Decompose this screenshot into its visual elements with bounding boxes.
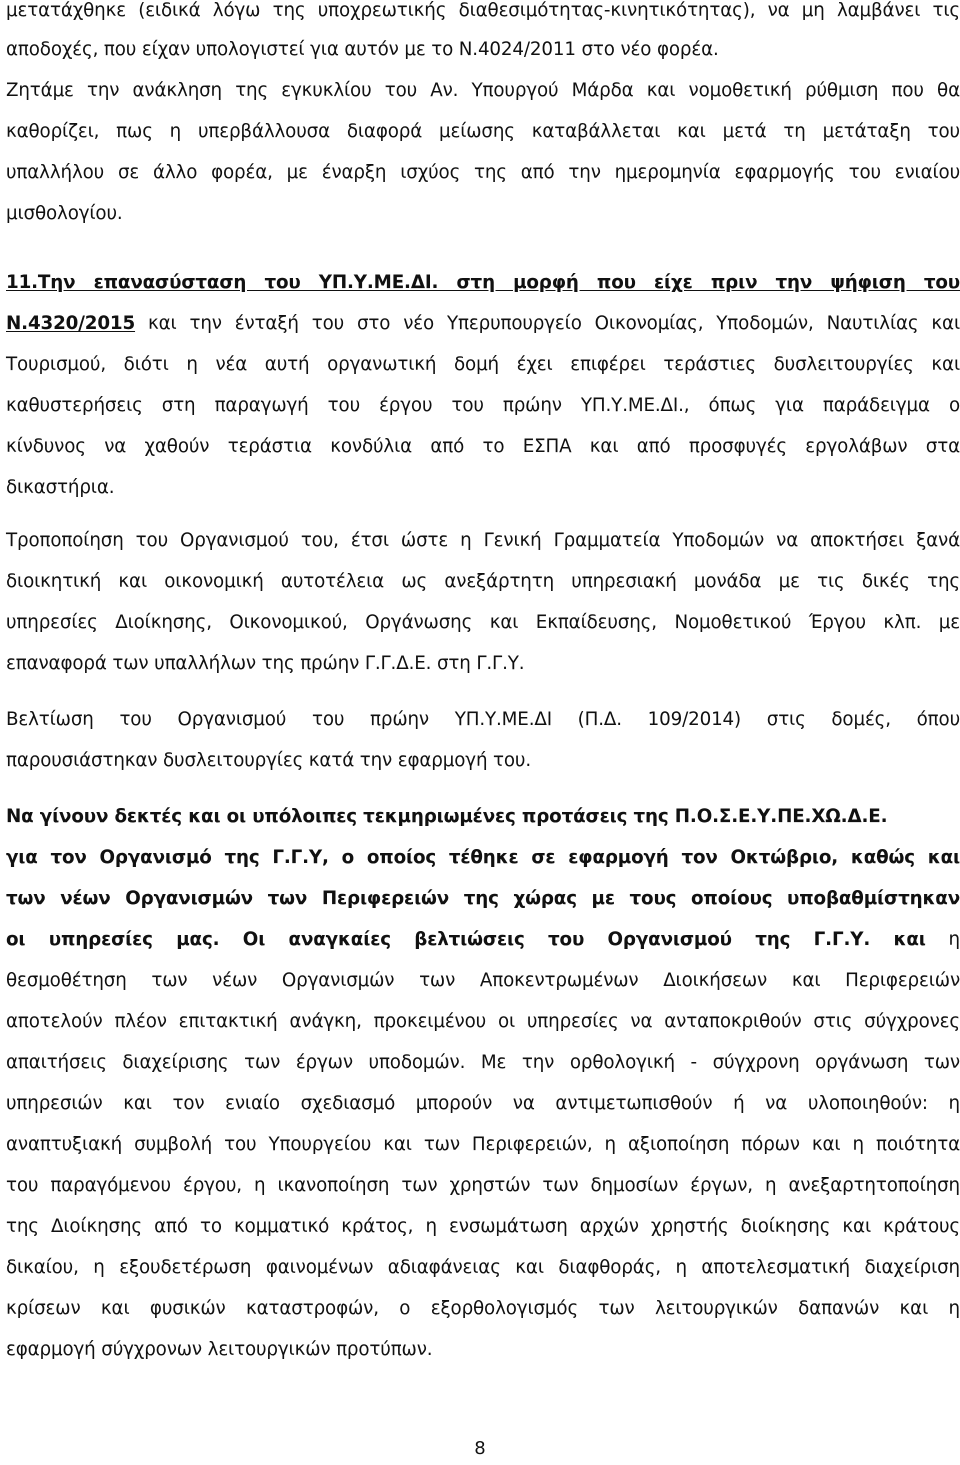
item-11-line-6: δικαστήρια.: [6, 477, 115, 498]
paragraph-5-line-12: δικαίου, η εξουδετέρωση φαινομένων αδιαφάνειας και διαφθοράς, η αποτελεσματική διαχείριση: [6, 1257, 960, 1278]
paragraph-5-line-8: υπηρεσιών και τον ενιαίο σχεδιασμό μπορούν να αντιμετωπισθούν ή να υλοποιηθούν: η: [6, 1093, 960, 1114]
paragraph-5-line-10: του παραγόμενου έργου, η ικανοποίηση των χρηστών των δημοσίων έργων, η ανεξαρτητοποίηση: [6, 1175, 960, 1196]
paragraph-5-line-4: [6, 928, 960, 952]
item-11-line-2: [6, 312, 960, 336]
paragraph-1-line-5: υπαλλήλου σε άλλο φορέα, με έναρξη ισχύος της από την ημερομηνία εφαρμογής του ενιαίου: [6, 162, 960, 183]
paragraph-5-line-13: κρίσεων και φυσικών καταστροφών, ο εξορθολογισμός των λειτουργικών δαπανών και η: [6, 1298, 960, 1319]
paragraph-5-line-4-text: η: [925, 929, 960, 950]
paragraph-5-line-1: Να γίνουν δεκτές και οι υπόλοιπες τεκμηριωμένες προτάσεις της Π.Ο.Σ.Ε.Υ.ΠΕ.ΧΩ.Δ.Ε.: [6, 806, 888, 827]
paragraph-5-line-2: για τον Οργανισμό της Γ.Γ.Υ, ο οποίος τέθηκε σε εφαρμογή τον Οκτώβριο, καθώς και: [6, 847, 960, 868]
law-reference: Ν.4320/2015: [6, 313, 136, 334]
paragraph-3-line-3: υπηρεσίες Διοίκησης, Οικονομικού, Οργάνωσης και Εκπαίδευσης, Νομοθετικού Έργου κλπ. με: [6, 612, 960, 633]
item-11-line-5: κίνδυνος να χαθούν τεράστια κονδύλια από το ΕΣΠΑ και από προσφυγές εργολάβων στα: [6, 436, 960, 457]
paragraph-5-line-4-bold: οι υπηρεσίες μας. Οι αναγκαίες βελτιώσεις του Οργανισμού της Γ.Γ.Υ. και: [6, 929, 926, 950]
item-11-line-3: Τουρισμού, διότι η νέα αυτή οργανωτική δομή έχει επιφέρει τεράστιες δυσλειτουργίες και: [6, 354, 960, 375]
paragraph-3-line-2: διοικητική και οικονομική αυτοτέλεια ως ανεξάρτητη υπηρεσιακή μονάδα με τις δικές της: [6, 571, 960, 592]
paragraph-5-line-11: της Διοίκησης από το κομματικό κράτος, η ενσωμάτωση αρχών χρηστής διοίκησης και κράτους: [6, 1216, 960, 1237]
paragraph-4-line-2: παρουσιάστηκαν δυσλειτουργίες κατά την εφαρμογή του.: [6, 750, 532, 771]
item-11-heading: 11.Την επανασύσταση του ΥΠ.Υ.ΜΕ.ΔΙ. στη μορφή που είχε πριν την ψήφιση του: [6, 272, 960, 293]
item-11-line-4: καθυστερήσεις στη παραγωγή του έργου του πρώην ΥΠ.Υ.ΜΕ.ΔΙ., όπως για παράδειγμα ο: [6, 395, 960, 416]
paragraph-5-line-9: αναπτυξιακή συμβολή του Υπουργείου και των Περιφερειών, η αξιοποίηση πόρων και η ποιότητα: [6, 1134, 960, 1155]
paragraph-1-line-3: Ζητάμε την ανάκληση της εγκυκλίου του Αν. Υπουργού Μάρδα και νομοθετική ρύθμιση που θα: [6, 80, 960, 101]
paragraph-3-line-4: επαναφορά των υπαλλήλων της πρώην Γ.Γ.Δ.Ε. στη Γ.Γ.Υ.: [6, 653, 525, 674]
paragraph-5-line-5: θεσμοθέτηση των νέων Οργανισμών των Αποκεντρωμένων Διοικήσεων και Περιφερειών: [6, 970, 960, 991]
paragraph-1-line-1: μετατάχθηκε (ειδικά λόγω της υποχρεωτικής διαθεσιμότητας-κινητικότητας), να μη λαμβάνει τις: [6, 0, 960, 21]
item-11-line-2-text: και την ένταξή του στο νέο Υπερυπουργείο Οικονομίας, Υποδομών, Ναυτιλίας και: [135, 313, 960, 334]
paragraph-5-line-7: απαιτήσεις διαχείρισης των έργων υποδομών. Με την ορθολογική - σύγχρονη οργάνωση των: [6, 1052, 960, 1073]
paragraph-5-line-3: των νέων Οργανισμών των Περιφερειών της χώρας με τους οποίους υποβαθμίστηκαν: [6, 888, 960, 909]
paragraph-3-line-1: Τροποποίηση του Οργανισμού του, έτσι ώστε η Γενική Γραμματεία Υποδομών να αποκτήσει ξανά: [6, 530, 960, 551]
paragraph-5-line-6: αποτελούν πλέον επιτακτική ανάγκη, προκειμένου οι υπηρεσίες να ανταποκριθούν στις σύγχρονες: [6, 1011, 960, 1032]
paragraph-4-line-1: Βελτίωση του Οργανισμού του πρώην ΥΠ.Υ.ΜΕ.ΔΙ (Π.Δ. 109/2014) στις δομές, όπου: [6, 709, 960, 730]
paragraph-1-line-6: μισθολογίου.: [6, 203, 123, 224]
paragraph-1-line-4: καθορίζει, πως η υπερβάλλουσα διαφορά μείωσης καταβάλλεται και μετά τη μετάταξη του: [6, 121, 960, 142]
paragraph-1-line-2: αποδοχές, που είχαν υπολογιστεί για αυτόν με το Ν.4024/2011 στο νέο φορέα.: [6, 39, 719, 60]
page-number: 8: [474, 1438, 486, 1459]
paragraph-5-line-14: εφαρμογή σύγχρονων λειτουργικών προτύπων.: [6, 1339, 433, 1360]
